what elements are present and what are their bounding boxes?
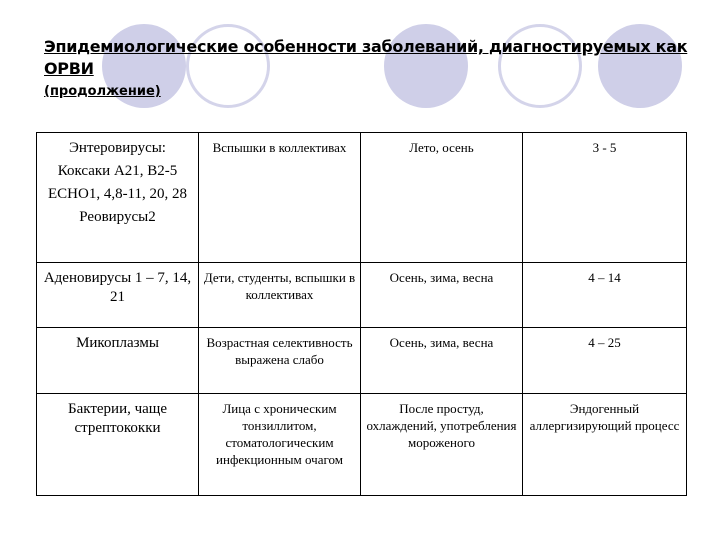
agent-line: Аденовирусы 1 – 7, 14, 21 [43, 270, 192, 305]
page-title: Эпидемиологические особенности заболеваний, диагностируемых как ОРВИ [44, 37, 688, 78]
group-text: Возрастная селективность выражена слабо [206, 335, 353, 367]
period-cell [523, 263, 687, 328]
season-text: После простуд, охлаждений, употребления мороженого [366, 401, 517, 450]
agent-cell [37, 328, 199, 394]
group-text: Дети, студенты, вспышки в коллективах [203, 270, 356, 302]
agent-line: Микоплазмы [76, 335, 159, 351]
period-cell [523, 394, 687, 496]
season-cell [361, 133, 523, 263]
agent-cell [37, 263, 199, 328]
period-text: 4 – 25 [588, 335, 621, 350]
table-row [37, 263, 687, 328]
table-row [37, 394, 687, 496]
table-row [37, 133, 687, 263]
agent-line: Бактерии, чаще стрептококки [67, 401, 168, 436]
group-cell [199, 328, 361, 394]
period-cell [523, 328, 687, 394]
season-cell [361, 263, 523, 328]
group-text: Лица с хроническим тонзиллитом, стоматологическим инфекционным очагом [216, 401, 343, 467]
season-text: Лето, осень [409, 140, 474, 155]
epidemiology-table [36, 132, 687, 496]
agent-line: Энтеровирусы: [69, 140, 166, 156]
season-cell [361, 394, 523, 496]
period-cell [523, 133, 687, 263]
agent-line: Реовирусы2 [79, 209, 156, 225]
season-cell [361, 328, 523, 394]
table-row [37, 328, 687, 394]
agent-cell [37, 133, 199, 263]
group-cell [199, 263, 361, 328]
agent-line: ECHO1, 4,8-11, 20, 28 [47, 186, 188, 202]
group-cell [199, 133, 361, 263]
agent-line: Коксаки А21, В2-5 [57, 163, 178, 179]
season-text: Осень, зима, весна [389, 270, 494, 285]
period-text: 3 - 5 [592, 140, 617, 155]
agent-cell [37, 394, 199, 496]
season-text: Осень, зима, весна [389, 335, 494, 350]
period-text: 4 – 14 [588, 270, 621, 285]
page-subtitle: (продолжение) [44, 84, 161, 99]
group-cell [199, 394, 361, 496]
group-text: Вспышки в коллективах [212, 140, 347, 155]
period-text: Эндогенный аллергизирующий процесс [529, 401, 680, 433]
